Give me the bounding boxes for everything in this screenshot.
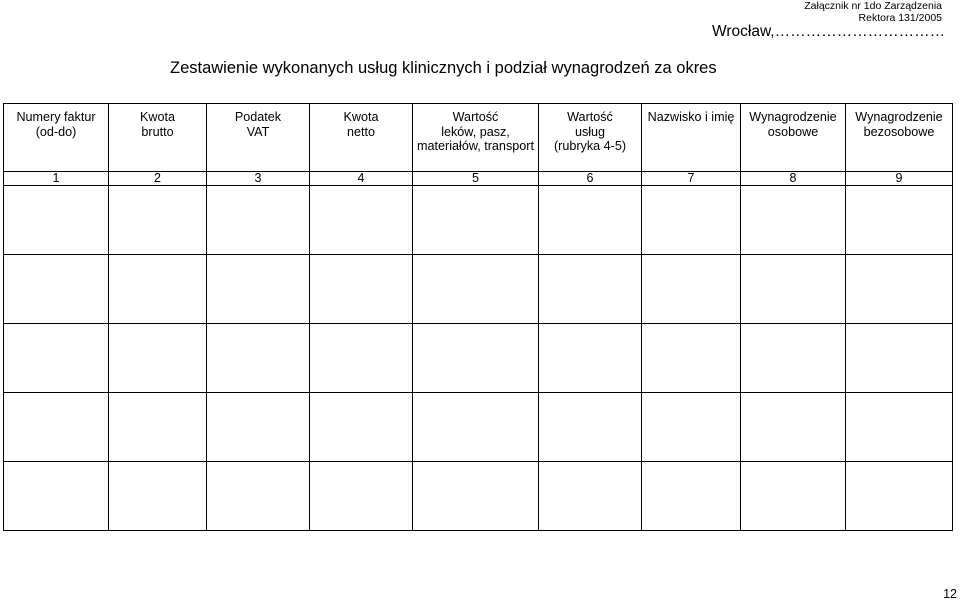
table-cell[interactable] [310, 186, 413, 255]
table-cell[interactable] [109, 393, 207, 462]
column-number: 2 [109, 172, 207, 186]
table-cell[interactable] [413, 324, 539, 393]
column-number: 7 [642, 172, 741, 186]
table-header-row [4, 104, 953, 172]
column-header-materials-value: Wartość leków, pasz, materiałów, transport [413, 104, 539, 172]
annex-line-1: Załącznik nr 1do Zarządzenia [804, 0, 942, 12]
table-cell[interactable] [413, 393, 539, 462]
column-header-salary-non-personal: Wynagrodzenie bezosobowe [846, 104, 953, 172]
table-cell[interactable] [310, 393, 413, 462]
column-number-row [4, 172, 953, 186]
column-number: 9 [846, 172, 953, 186]
services-table [3, 103, 953, 531]
table-row [4, 186, 953, 255]
table-cell[interactable] [207, 324, 310, 393]
column-number: 8 [741, 172, 846, 186]
table-cell[interactable] [109, 186, 207, 255]
table-cell[interactable] [642, 462, 741, 531]
table-cell[interactable] [4, 186, 109, 255]
column-header-services-value: Wartość usług (rubryka 4-5) [539, 104, 642, 172]
table-cell[interactable] [539, 186, 642, 255]
table-cell[interactable] [539, 393, 642, 462]
table-cell[interactable] [741, 324, 846, 393]
annex-line-2: Rektora 131/2005 [858, 12, 942, 24]
table-cell[interactable] [846, 462, 953, 531]
column-header-salary-personal: Wynagrodzenie osobowe [741, 104, 846, 172]
table-cell[interactable] [846, 255, 953, 324]
annex-reference [804, 0, 942, 24]
table-cell[interactable] [539, 462, 642, 531]
table-row [4, 393, 953, 462]
table-cell[interactable] [109, 255, 207, 324]
table-cell[interactable] [109, 324, 207, 393]
table-cell[interactable] [207, 462, 310, 531]
table-cell[interactable] [310, 324, 413, 393]
table-cell[interactable] [207, 186, 310, 255]
table-cell[interactable] [4, 462, 109, 531]
table-cell[interactable] [413, 255, 539, 324]
table-cell[interactable] [741, 186, 846, 255]
column-header-gross-amount: Kwota brutto [109, 104, 207, 172]
table-cell[interactable] [741, 255, 846, 324]
table-cell[interactable] [4, 324, 109, 393]
table-cell[interactable] [741, 393, 846, 462]
table-row [4, 255, 953, 324]
column-header-invoice-numbers: Numery faktur (od-do) [4, 104, 109, 172]
table-cell[interactable] [741, 462, 846, 531]
table-cell[interactable] [642, 186, 741, 255]
column-number: 1 [4, 172, 109, 186]
table-cell[interactable] [642, 393, 741, 462]
table-cell[interactable] [4, 393, 109, 462]
table-cell[interactable] [109, 462, 207, 531]
column-number: 6 [539, 172, 642, 186]
table-row [4, 324, 953, 393]
column-header-net-amount: Kwota netto [310, 104, 413, 172]
table-row [4, 462, 953, 531]
table-cell[interactable] [207, 255, 310, 324]
table-cell[interactable] [207, 393, 310, 462]
table-cell[interactable] [642, 324, 741, 393]
place-date-field: Wrocław,…………………………… [712, 23, 946, 40]
table-cell[interactable] [310, 255, 413, 324]
table-cell[interactable] [642, 255, 741, 324]
table-cell[interactable] [539, 255, 642, 324]
table-cell[interactable] [4, 255, 109, 324]
document-title: Zestawienie wykonanych usług klinicznych i podział wynagrodzeń za okres [170, 59, 717, 77]
column-header-name: Nazwisko i imię [642, 104, 741, 172]
column-number: 3 [207, 172, 310, 186]
column-number: 4 [310, 172, 413, 186]
table-cell[interactable] [539, 324, 642, 393]
page-number: 12 [943, 587, 957, 601]
table-cell[interactable] [846, 186, 953, 255]
table-cell[interactable] [846, 393, 953, 462]
table-cell[interactable] [310, 462, 413, 531]
table-cell[interactable] [413, 462, 539, 531]
column-header-vat: Podatek VAT [207, 104, 310, 172]
column-number: 5 [413, 172, 539, 186]
table-cell[interactable] [413, 186, 539, 255]
table-cell[interactable] [846, 324, 953, 393]
